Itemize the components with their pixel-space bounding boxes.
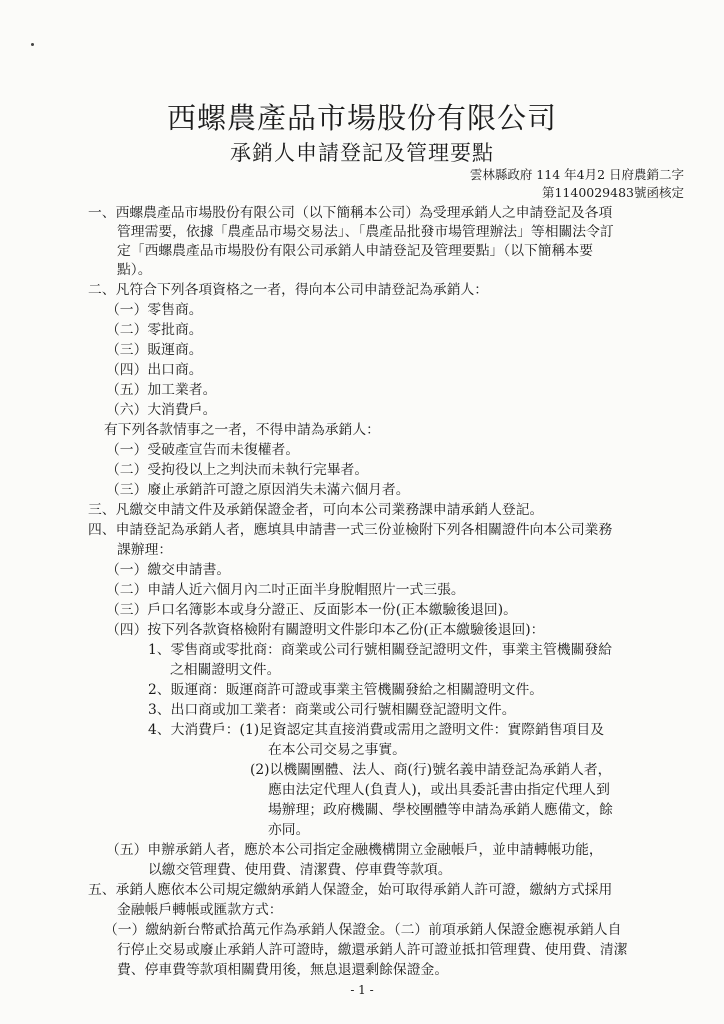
clause-1-line-1: 一、西螺農產品市場股份有限公司（以下簡稱本公司）為受理承銷人之申請登記及各項 — [88, 205, 613, 221]
clause-2-item: （六）大消費戶。 — [106, 402, 217, 418]
clause-4-subitem-continued: 在本公司交易之事實。 — [268, 742, 406, 758]
clause-1-line-4: 點）。 — [117, 262, 152, 278]
clause-2-item: （一）零售商。 — [106, 302, 203, 318]
clause-4-item-continued: 以繳交管理費、使用費、清潔費、停車費等款項。 — [148, 862, 452, 878]
clause-1-line-2: 管理需要，依據「農產品市場交易法」、「農產品批發市場管理辦法」等相關法令訂 — [117, 224, 614, 240]
clause-5-line-1: 五、承銷人應依本公司規定繳納承銷人保證金，始可取得承銷人許可證，繳納方式採用 — [88, 882, 613, 898]
clause-4-subitem-continued: 之相關證明文件。 — [170, 662, 281, 678]
clause-5-item-continued: 行停止交易或廢止承銷人許可證時，繳還承銷人許可證並抵扣管理費、使用費、清潔 — [117, 942, 628, 958]
clause-4-item: （二）申請人近六個月內二吋正面半身脫帽照片一式三張。 — [106, 582, 465, 598]
approval-reference-line-1: 雲林縣政府 114 年4月2 日府農銷二字 — [469, 167, 684, 182]
clause-2-exclusion-item: （二）受拘役以上之判決而未執行完畢者。 — [106, 462, 369, 478]
clause-4-subitem-continued: 亦同。 — [268, 822, 310, 838]
clause-4-subitem: 1、零售商或零批商：商業或公司行號相關登記證明文件，事業主管機關發給 — [148, 642, 613, 658]
clause-1-line-3: 定「西螺農產品市場股份有限公司承銷人申請登記及管理要點」（以下簡稱本要 — [117, 243, 593, 259]
clause-5-item-continued: 費、停車費等款項相關費用後，無息退還剩餘保證金。 — [117, 962, 449, 978]
clause-4-subitem-continued: 應由法定代理人(負責人)，或出具委託書由指定代理人到 — [268, 782, 610, 798]
clause-5-item: （一）繳納新台幣貳拾萬元作為承銷人保證金。（二）前項承銷人保證金應視承銷人自 — [104, 922, 622, 938]
clause-4-subitem: 4、大消費戶：(1)足資認定其直接消費或需用之證明文件：實際銷售項目及 — [148, 722, 605, 738]
clause-2-exclusion-item: （三）廢止承銷許可證之原因消失未滿六個月者。 — [106, 482, 410, 498]
clause-2-item: （二）零批商。 — [106, 322, 203, 338]
clause-2-item: （三）販運商。 — [106, 342, 203, 358]
approval-reference-line-2: 第1140029483號函核定 — [541, 185, 684, 200]
clause-4-item: （三）戶口名簿影本或身分證正、反面影本一份(正本繳驗後退回)。 — [106, 602, 517, 618]
clause-4-subitem: 3、出口商或加工業者：商業或公司行號相關登記證明文件。 — [148, 702, 516, 718]
company-title: 西螺農產品市場股份有限公司 — [166, 101, 557, 135]
clause-2-exclusions-heading: 有下列各款情事之一者，不得申請為承銷人： — [104, 422, 380, 438]
document-title: 承銷人申請登記及管理要點 — [230, 141, 494, 165]
clause-2-exclusion-item: （一）受破產宣告而未復權者。 — [106, 442, 300, 458]
clause-4-subitem: 2、販運商：販運商許可證或事業主管機關發給之相關證明文件。 — [148, 682, 544, 698]
clause-2-item: （四）出口商。 — [106, 362, 203, 378]
clause-2-item: （五）加工業者。 — [106, 382, 217, 398]
clause-4-item: （五）申辦承銷人者，應於本公司指定金融機構開立金融帳戶，並申請轉帳功能， — [106, 842, 603, 858]
clause-4-subitem-point: (2)以機關團體、法人、商(行)號名義申請登記為承銷人者， — [250, 762, 612, 778]
page-number: - 1 - — [350, 983, 374, 997]
clause-4-subitem-continued: 場辦理；政府機關、學校團體等申請為承銷人應備文，餘 — [268, 802, 613, 818]
clause-2-heading: 二、凡符合下列各項資格之一者，得向本公司申請登記為承銷人： — [88, 282, 489, 298]
clause-3: 三、凡繳交申請文件及承銷保證金者，可向本公司業務課申請承銷人登記。 — [88, 502, 544, 518]
clause-4-item: （一）繳交申請書。 — [106, 562, 231, 578]
clause-4-line-1: 四、申請登記為承銷人者，應填具申請書一式三份並檢附下列各相關證件向本公司業務 — [88, 522, 613, 538]
clause-4-item: （四）按下列各款資格檢附有關證明文件影印本乙份(正本繳驗後退回)： — [106, 622, 545, 638]
clause-4-line-2: 課辦理： — [117, 542, 173, 558]
clause-5-line-2: 金融帳戶轉帳或匯款方式： — [117, 902, 283, 918]
scan-speck — [31, 43, 34, 46]
